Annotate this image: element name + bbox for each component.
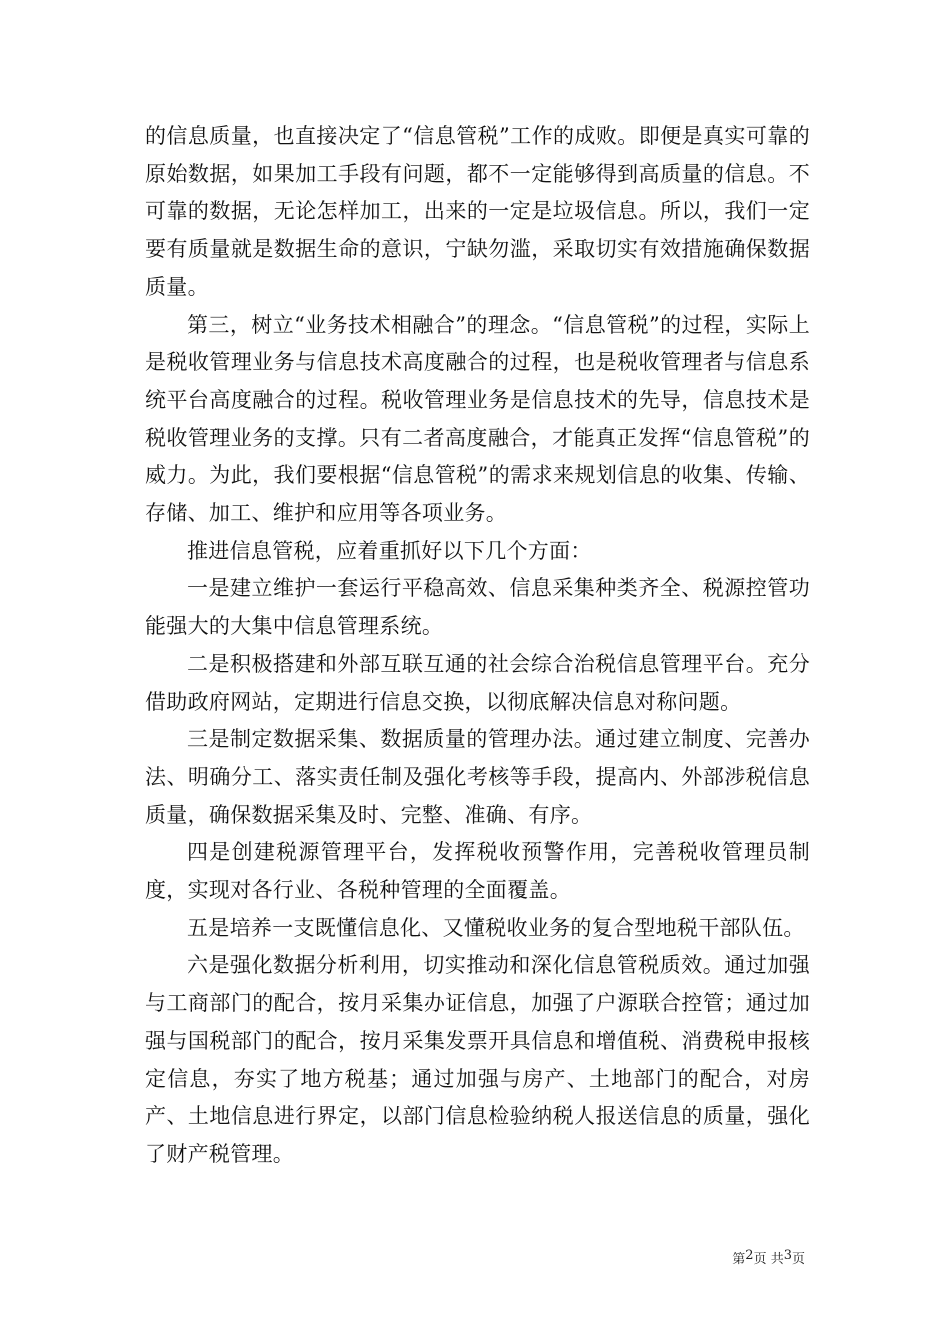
paragraph-measure-one: 一是建立维护一套运行平稳高效、信息采集种类齐全、税源控管功能强大的大集中信息管理系统。: [145, 576, 810, 639]
page-footer: [732, 1248, 805, 1267]
paragraph-measure-two: 二是积极搭建和外部互联互通的社会综合治税信息管理平台。充分借助政府网站，定期进行信息交换，以彻底解决信息对称问题。: [145, 651, 810, 714]
footer-prefix: 第: [732, 1252, 746, 1267]
footer-middle: 页 共: [753, 1252, 784, 1267]
paragraph-measure-four: 四是创建税源管理平台，发挥税收预警作用，完善税收管理员制度，实现对各行业、各税种管理的全面覆盖。: [145, 840, 810, 903]
document-body: [145, 118, 810, 1174]
footer-current-page: 2: [745, 1248, 754, 1263]
paragraph-intro-measures: 推进信息管税，应着重抓好以下几个方面：: [187, 538, 592, 563]
footer-total-pages: 3: [783, 1248, 792, 1263]
paragraph-measure-six: 六是强化数据分析利用，切实推动和深化信息管税质效。通过加强与工商部门的配合，按月采集办证信息，加强了户源联合控管；通过加强与国税部门的配合，按月采集发票开具信息和增值税、消费税申报核定信息，夯实了地方税基；通过加强与房产、土地部门的配合，对房产、土地信息进行界定，以部门信息检验纳税人报送信息的质量，强化了财产税管理。: [145, 953, 810, 1166]
paragraph-measure-three: 三是制定数据采集、数据质量的管理办法。通过建立制度、完善办法、明确分工、落实责任制及强化考核等手段，提高内、外部涉税信息质量，确保数据采集及时、完整、准确、有序。: [145, 727, 810, 827]
paragraph-continuation: 的信息质量，也直接决定了“信息管税”工作的成败。即便是真实可靠的原始数据，如果加工手段有问题，都不一定能够得到高质量的信息。不可靠的数据，无论怎样加工，出来的一定是垃圾信息。所以，我们一定要有质量就是数据生命的意识，宁缺勿滥，采取切实有效措施确保数据质量。: [145, 124, 810, 299]
footer-suffix: 页: [791, 1252, 805, 1267]
paragraph-measure-five: 五是培养一支既懂信息化、又懂税收业务的复合型地税干部队伍。: [187, 915, 805, 940]
paragraph-third-principle: 第三，树立“业务技术相融合”的理念。“信息管税”的过程，实际上是税收管理业务与信息技术高度融合的过程，也是税收管理者与信息系统平台高度融合的过程。税收管理业务是信息技术的先导，信息技术是税收管理业务的支撑。只有二者高度融合，才能真正发挥“信息管税”的威力。为此，我们要根据“信息管税”的需求来规划信息的收集、传输、存储、加工、维护和应用等各项业务。: [145, 312, 810, 526]
